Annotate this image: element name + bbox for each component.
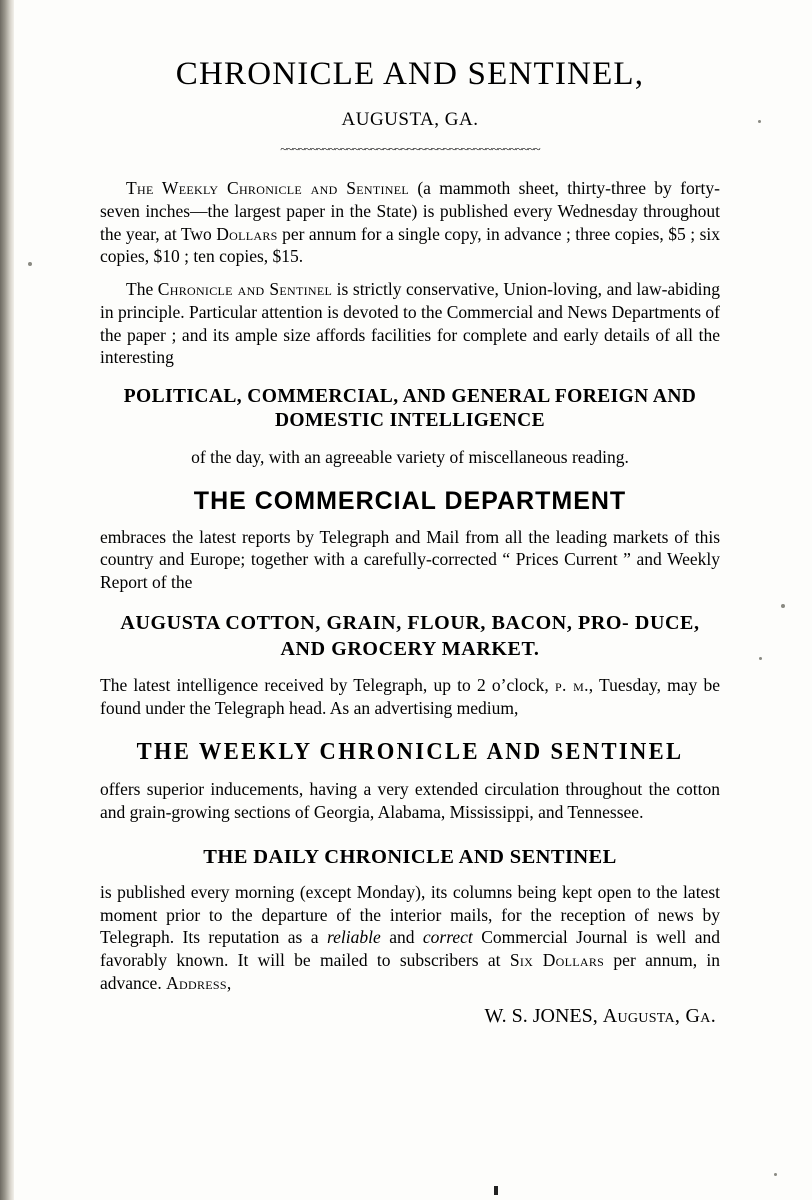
paragraph-weekly-description (100, 177, 720, 268)
paragraph-5-text-a: The latest intelligence received by Telegraph, up to 2 o’clock, (100, 674, 555, 695)
paper-speck (28, 262, 32, 266)
address-smallcaps: Address, (166, 972, 232, 993)
paragraph-1-text-d: per annum for a single copy, in advance ; three copies, $5 ; six copies, $10 ; ten copies, $15. (100, 223, 720, 267)
paragraph-editorial-policy (100, 278, 720, 369)
paragraph-2-text-a: The (126, 279, 158, 299)
chronicle-smallcaps: Chronicle and Sentinel (157, 279, 333, 299)
signature-place: Augusta, Ga. (602, 1004, 716, 1027)
pm-smallcaps: p. m. (554, 674, 589, 695)
paragraph-telegraph-intelligence (100, 674, 720, 720)
heading-augusta-market: AUGUSTA COTTON, GRAIN, FLOUR, BACON, PRO- DUCE, AND GROCERY MARKET. (120, 611, 700, 660)
reliable-italic: reliable (326, 927, 381, 948)
decorative-divider (100, 141, 720, 159)
paragraph-commercial-reports: embraces the latest reports by Telegraph and Mail from all the leading markets of this country and Europe; together with a carefully-corrected “ Prices Current ” and Weekly Report of the (100, 526, 720, 592)
paragraph-5-text-c: , Tuesday, may be found under the Telegraph head. As an advertising medium, (100, 674, 720, 718)
signature-name: W. S. JONES, (484, 1004, 603, 1027)
heading-political-intelligence: POLITICAL, COMMERCIAL, AND GENERAL FOREIGN AND DOMESTIC INTELLIGENCE (123, 386, 697, 432)
page-title: CHRONICLE AND SENTINEL, (175, 56, 645, 92)
weekly-title-smallcaps: The Weekly Chronicle and Sentinel (126, 178, 409, 198)
heading-commercial-department: THE COMMERCIAL DEPARTMENT (193, 486, 627, 515)
document-content (100, 56, 720, 1028)
heading-weekly-chronicle: THE WEEKLY CHRONICLE AND SENTINEL (136, 739, 684, 766)
signature-line (100, 1005, 720, 1028)
paragraph-day-variety: of the day, with an agreeable variety of miscellaneous reading. (191, 446, 629, 467)
paper-speck (759, 657, 762, 660)
book-binding-edge (0, 0, 14, 1200)
paragraph-7-text-a: is published every morning (except Monday), its columns being kept open to the latest moment prior to the departure of the interior mails, for the reception of news by Telegraph. Its reputation as a (100, 881, 720, 948)
divider-line: ~~~~~~~~~~~~~~~~~~~~~~~~~~~~~~~~~~~~~~~~~~~ (280, 144, 540, 154)
paper-speck (758, 120, 761, 123)
paper-speck (774, 1173, 777, 1176)
paragraph-circulation: offers superior inducements, having a very extended circulation throughout the cotton and grain-growing sections of Georgia, Alabama, Mississippi, and Tennessee. (100, 779, 720, 822)
paragraph-7-text-b: and (380, 927, 423, 948)
correct-italic: correct (422, 927, 473, 948)
paragraph-1-text-b: (a mammoth sheet, thirty-three by forty-seven inches—the largest paper in the State) is published every Wednesday throughout the year, at Two (100, 178, 720, 244)
paragraph-daily-description (100, 881, 720, 995)
paragraph-7-text-c: Commercial Journal is well and favorably known. It will be mailed to subscribers at (100, 927, 720, 970)
paragraph-2-text-c: is strictly conservative, Union-loving, and law-abiding in principle. Particular attention is devoted to the Commercial and News Departments of the paper ; and its ample size affords facilities for complete and early details of all the interesting (100, 279, 720, 368)
dollars-smallcaps: Dollars (216, 223, 278, 244)
bottom-page-mark (494, 1186, 498, 1195)
six-dollars-smallcaps: Six Dollars (509, 950, 605, 970)
paper-speck (781, 604, 785, 608)
heading-daily-chronicle: THE DAILY CHRONICLE AND SENTINEL (203, 845, 617, 868)
paragraph-7-text-d: per annum, in advance. (100, 950, 720, 993)
publication-city: AUGUSTA, GA. (341, 109, 479, 130)
